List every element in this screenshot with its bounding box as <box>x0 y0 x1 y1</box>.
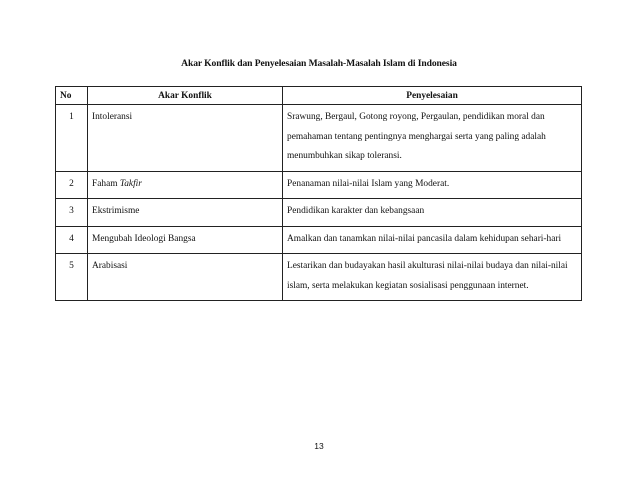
table-row <box>56 254 582 301</box>
header-no: No <box>56 87 88 105</box>
table-header-row <box>56 87 582 105</box>
header-penyelesaian: Penyelesaian <box>283 87 582 105</box>
table-row <box>56 199 582 227</box>
akar-italic-term: Takfir <box>119 178 142 189</box>
penyelesaian-cell: Amalkan dan tanamkan nilai-nilai pancasila dalam kehidupan sehari-hari <box>283 226 582 254</box>
table-row <box>56 171 582 199</box>
row-number: 5 <box>56 254 88 301</box>
page-number: 13 <box>314 441 324 451</box>
akar-konflik-cell: Intoleransi <box>88 105 283 172</box>
table-row <box>56 226 582 254</box>
document-title: Akar Konflik dan Penyelesaian Masalah-Masalah Islam di Indonesia <box>181 58 457 69</box>
penyelesaian-cell: Lestarikan dan budayakan hasil akulturasi nilai-nilai budaya dan nilai-nilai islam, serta melakukan kegiatan sosialisasi penggunaan internet. <box>283 254 582 301</box>
akar-konflik-cell: Mengubah Ideologi Bangsa <box>88 226 283 254</box>
penyelesaian-cell: Penanaman nilai-nilai Islam yang Moderat. <box>283 171 582 199</box>
row-number: 4 <box>56 226 88 254</box>
penyelesaian-cell: Pendidikan karakter dan kebangsaan <box>283 199 582 227</box>
akar-text: Faham <box>92 178 120 189</box>
header-akar-konflik: Akar Konflik <box>88 87 283 105</box>
akar-konflik-cell: Ekstrimisme <box>88 199 283 227</box>
conflict-table <box>55 86 582 301</box>
row-number: 3 <box>56 199 88 227</box>
row-number: 1 <box>56 105 88 172</box>
row-number: 2 <box>56 171 88 199</box>
table-row <box>56 105 582 172</box>
penyelesaian-cell: Srawung, Bergaul, Gotong royong, Pergaulan, pendidikan moral dan pemahaman tentang pentingnya menghargai serta yang paling adalah menumbuhkan sikap toleransi. <box>283 105 582 172</box>
akar-konflik-cell <box>88 171 283 199</box>
akar-konflik-cell: Arabisasi <box>88 254 283 301</box>
